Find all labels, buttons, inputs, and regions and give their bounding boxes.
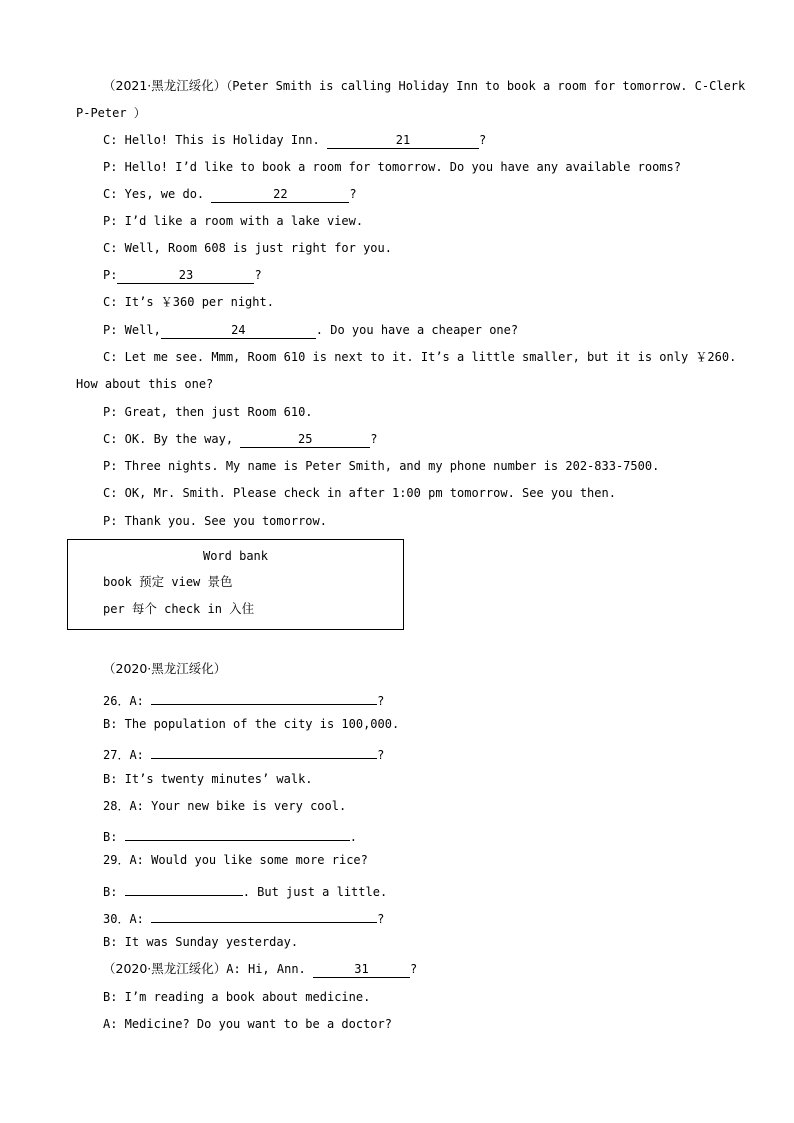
question-line: 30．A: ? xyxy=(103,907,384,927)
answer-blank-28[interactable] xyxy=(125,825,350,841)
answer-blank-26[interactable] xyxy=(151,689,377,705)
section3-first-line: （2020·黑龙江绥化）A: Hi, Ann. 31 ? xyxy=(103,961,418,976)
answer-blank-23[interactable]: 23 xyxy=(117,268,254,284)
question-line: 28．A: Your new bike is very cool. xyxy=(103,799,347,813)
word-bank-title: Word bank xyxy=(202,549,269,563)
word-bank-box xyxy=(67,539,404,630)
question-line: B: The population of the city is 100,000. xyxy=(103,717,400,731)
question-line: 27．A: ? xyxy=(103,743,384,763)
section1-source: （2021·黑龙江绥化） xyxy=(103,78,227,93)
dialogue-line: P: Thank you. See you tomorrow. xyxy=(103,514,327,528)
answer-blank-31[interactable]: 31 xyxy=(313,962,410,978)
dialogue-line: C: OK. By the way, 25 ? xyxy=(103,432,378,446)
question-line: B: . But just a little. xyxy=(103,880,387,900)
dialogue-line: C: It’s ￥360 per night. xyxy=(103,295,274,309)
question-line: B: . xyxy=(103,825,357,845)
answer-blank-27[interactable] xyxy=(151,743,377,759)
dialogue-line: How about this one? xyxy=(76,377,214,391)
section1-intro xyxy=(103,78,745,94)
section2-intro: （2020·黑龙江绥化） xyxy=(103,661,227,676)
dialogue-line: C: Yes, we do. 22 ? xyxy=(103,187,357,201)
dialogue-line: P: I’d like a room with a lake view. xyxy=(103,214,364,228)
dialogue-line: C: Let me see. Mmm, Room 610 is next to it. It’s a little smaller, but it is only ￥260. xyxy=(103,350,737,364)
dialogue-line: P: 23 ? xyxy=(103,268,262,282)
section3-intro: （2020·黑龙江绥化） xyxy=(103,961,227,976)
word-bank-row: per 每个 check in 入住 xyxy=(103,601,255,616)
question-line: B: It was Sunday yesterday. xyxy=(103,935,299,949)
answer-blank-21[interactable]: 21 xyxy=(327,133,479,149)
dialogue-line: P: Three nights. My name is Peter Smith, and my phone number is 202-833-7500. xyxy=(103,459,660,473)
answer-blank-25[interactable]: 25 xyxy=(240,432,370,448)
section1-intro-cont: P-Peter ） xyxy=(76,106,146,120)
dialogue-line: A: Medicine? Do you want to be a doctor? xyxy=(103,1017,392,1031)
answer-blank-30[interactable] xyxy=(151,907,377,923)
question-line: 29．A: Would you like some more rice? xyxy=(103,853,368,867)
word-bank-row: book 预定 view 景色 xyxy=(103,574,233,589)
dialogue-line: C: Hello! This is Holiday Inn. 21 ? xyxy=(103,133,487,147)
answer-blank-22[interactable]: 22 xyxy=(211,187,349,203)
section1-description: （Peter Smith is calling Holiday Inn to book a room for tomorrow. C-Clerk xyxy=(226,79,746,93)
dialogue-line: P: Hello! I’d like to book a room for tomorrow. Do you have any available rooms? xyxy=(103,160,681,174)
dialogue-line: C: Well, Room 608 is just right for you. xyxy=(103,241,392,255)
dialogue-line: P: Well, 24 . Do you have a cheaper one? xyxy=(103,323,519,337)
dialogue-line: C: OK, Mr. Smith. Please check in after 1:00 pm tomorrow. See you then. xyxy=(103,486,616,500)
answer-blank-29[interactable] xyxy=(125,880,243,896)
question-line: 26．A: ? xyxy=(103,689,384,709)
question-line: B: It’s twenty minutes’ walk. xyxy=(103,772,313,786)
dialogue-line: P: Great, then just Room 610. xyxy=(103,405,313,419)
answer-blank-24[interactable]: 24 xyxy=(161,323,316,339)
dialogue-line: B: I’m reading a book about medicine. xyxy=(103,990,371,1004)
